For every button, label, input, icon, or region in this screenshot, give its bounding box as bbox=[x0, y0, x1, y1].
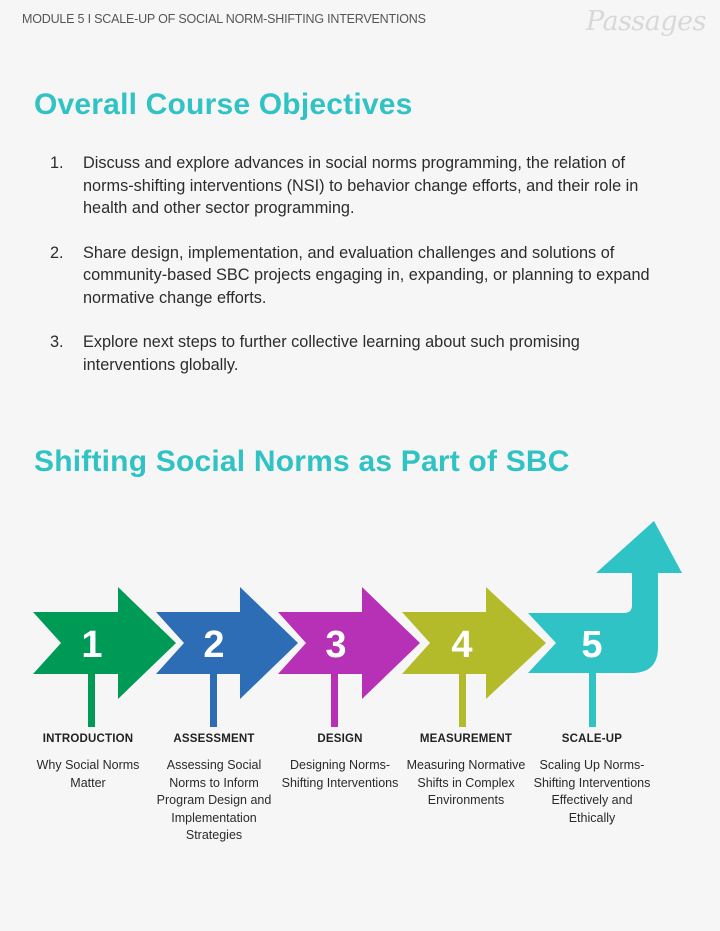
stage-4-stem bbox=[459, 665, 466, 727]
stage-5-description: Scaling Up Norms-Shifting Interventions Effectively and Ethically bbox=[533, 758, 651, 825]
stage-4-description: Measuring Normative Shifts in Complex Environments bbox=[406, 758, 526, 807]
stage-3-arrow bbox=[278, 587, 420, 699]
stage-4-number: 4 bbox=[451, 624, 473, 666]
stage-5-arrow-up bbox=[528, 521, 682, 673]
stage-4-arrow bbox=[402, 587, 546, 699]
objective-number: 1. bbox=[50, 154, 64, 172]
module-header: MODULE 5 I SCALE-UP OF SOCIAL NORM-SHIFTING INTERVENTIONS bbox=[22, 12, 426, 26]
stage-4-label: MEASUREMENT bbox=[419, 733, 513, 745]
stage-2-label: ASSESSMENT bbox=[173, 733, 255, 745]
objective-number: 3. bbox=[50, 333, 64, 351]
stage-1-label: INTRODUCTION bbox=[42, 733, 134, 745]
stage-1-description: Why Social Norms Matter bbox=[36, 758, 140, 790]
stage-3-stem bbox=[331, 665, 338, 727]
process-arrows-diagram bbox=[0, 515, 720, 730]
stage-5-number: 5 bbox=[581, 624, 603, 666]
objective-text: Explore next steps to further collective learning about such promising interventions globally. bbox=[83, 333, 580, 374]
process-title: Shifting Social Norms as Part of SBC bbox=[34, 445, 570, 478]
objective-text: Discuss and explore advances in social norms programming, the relation of norms-shifting interventions (NSI) to behavior change efforts, and their role in health and other sector programming. bbox=[83, 154, 639, 217]
objective-item bbox=[50, 242, 660, 310]
stage-2-number: 2 bbox=[203, 624, 225, 666]
stage-5-label: SCALE-UP bbox=[561, 733, 623, 745]
stage-2-arrow bbox=[156, 587, 298, 699]
objective-text: Share design, implementation, and evaluation challenges and solutions of community-based SBC projects engaging in, expanding, or planning to expand normative change efforts. bbox=[83, 243, 650, 307]
stage-3-description: Designing Norms-Shifting Interventions bbox=[281, 758, 399, 790]
objectives-title: Overall Course Objectives bbox=[34, 88, 413, 121]
stage-3-label: DESIGN bbox=[317, 733, 363, 745]
objectives-list bbox=[50, 152, 660, 398]
stage-3-number: 3 bbox=[325, 624, 347, 666]
stage-5-stem bbox=[589, 665, 596, 727]
objective-number: 2. bbox=[50, 243, 64, 262]
stage-1-stem bbox=[88, 665, 95, 727]
objective-item bbox=[50, 152, 660, 220]
passages-logo: Passages bbox=[586, 6, 706, 37]
stage-2-stem bbox=[210, 665, 217, 727]
stage-1-arrow bbox=[33, 587, 176, 699]
stage-2-description: Assessing Social Norms to Inform Program Design and Implementation Strategies bbox=[156, 758, 272, 842]
objective-item bbox=[50, 331, 660, 376]
stage-1-number: 1 bbox=[81, 624, 103, 666]
